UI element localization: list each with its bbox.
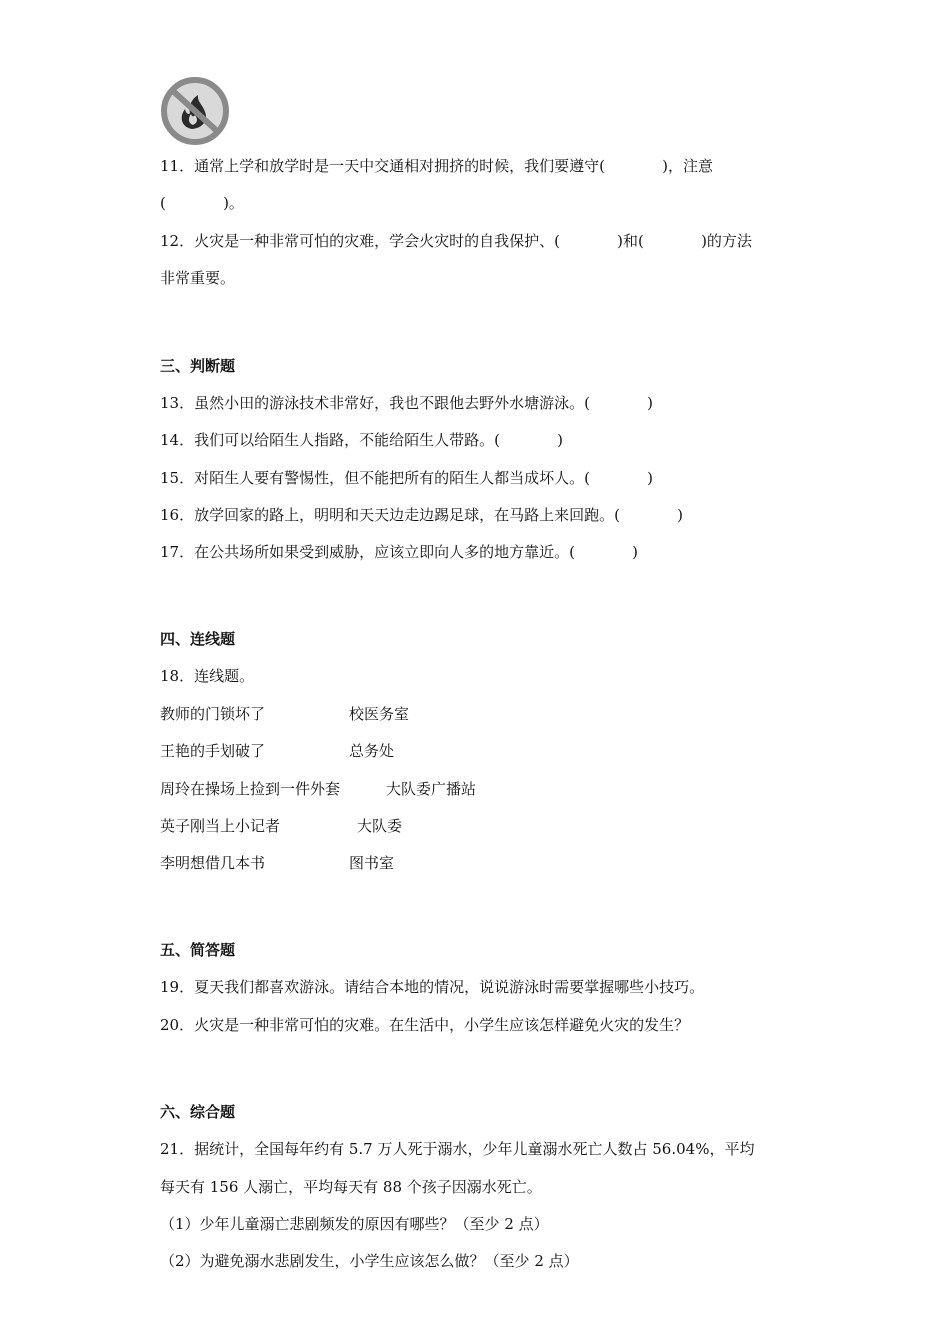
question-20: 20．火灾是一种非常可怕的灾难。在生活中，小学生应该怎样避免火灾的发生？ xyxy=(160,1016,690,1034)
question-21-sub-1: （1）少年儿童溺亡悲剧频发的原因有哪些？（至少 2 点） xyxy=(160,1215,549,1233)
question-21-sub-2: （2）为避免溺水悲剧发生，小学生应该怎么做？（至少 2 点） xyxy=(160,1252,579,1270)
question-19: 19．夏天我们都喜欢游泳。请结合本地的情况，说说游泳时需要掌握哪些小技巧。 xyxy=(160,978,705,996)
question-16: 16．放学回家的路上，明明和天天边走边踢足球，在马路上来回跑。( ) xyxy=(160,506,684,524)
matching-right-1: 校医务室 xyxy=(349,705,410,723)
question-11-line-2: ( )。 xyxy=(160,194,244,212)
matching-left-4: 英子刚当上小记者 xyxy=(160,817,281,835)
matching-right-5: 图书室 xyxy=(349,854,395,872)
no-fire-icon xyxy=(159,77,231,145)
section-heading-matching: 四、连线题 xyxy=(160,630,236,648)
question-18: 18．连线题。 xyxy=(160,667,255,685)
question-15: 15．对陌生人要有警惕性，但不能把所有的陌生人都当成坏人。( ) xyxy=(160,469,654,487)
section-heading-judge: 三、判断题 xyxy=(160,357,236,375)
question-21-line-1: 21．据统计，全国每年约有 5.7 万人死于溺水，少年儿童溺水死亡人数占 56.04%，平均 xyxy=(160,1140,755,1158)
matching-left-5: 李明想借几本书 xyxy=(160,854,266,872)
matching-right-3: 大队委广播站 xyxy=(386,780,477,798)
question-13: 13．虽然小田的游泳技术非常好，我也不跟他去野外水塘游泳。( ) xyxy=(160,394,654,412)
question-21-line-2: 每天有 156 人溺亡，平均每天有 88 个孩子因溺水死亡。 xyxy=(160,1178,542,1196)
section-heading-short-answer: 五、简答题 xyxy=(160,941,236,959)
section-heading-comprehensive: 六、综合题 xyxy=(160,1103,236,1121)
question-14: 14．我们可以给陌生人指路，不能给陌生人带路。( ) xyxy=(160,431,564,449)
question-12-line-2: 非常重要。 xyxy=(160,269,236,287)
question-17: 17．在公共场所如果受到威胁，应该立即向人多的地方靠近。( ) xyxy=(160,543,639,561)
matching-left-2: 王艳的手划破了 xyxy=(160,742,266,760)
matching-right-2: 总务处 xyxy=(349,742,395,760)
question-11-line-1: 11．通常上学和放学时是一天中交通相对拥挤的时候，我们要遵守( )，注意 xyxy=(160,157,714,175)
matching-right-4: 大队委 xyxy=(357,817,403,835)
question-12-line-1: 12．火灾是一种非常可怕的灾难，学会火灾时的自我保护、( )和( )的方法 xyxy=(160,232,752,250)
no-fire-sign xyxy=(159,77,231,145)
matching-left-3: 周玲在操场上捡到一件外套 xyxy=(160,780,341,798)
matching-left-1: 教师的门锁坏了 xyxy=(160,705,266,723)
